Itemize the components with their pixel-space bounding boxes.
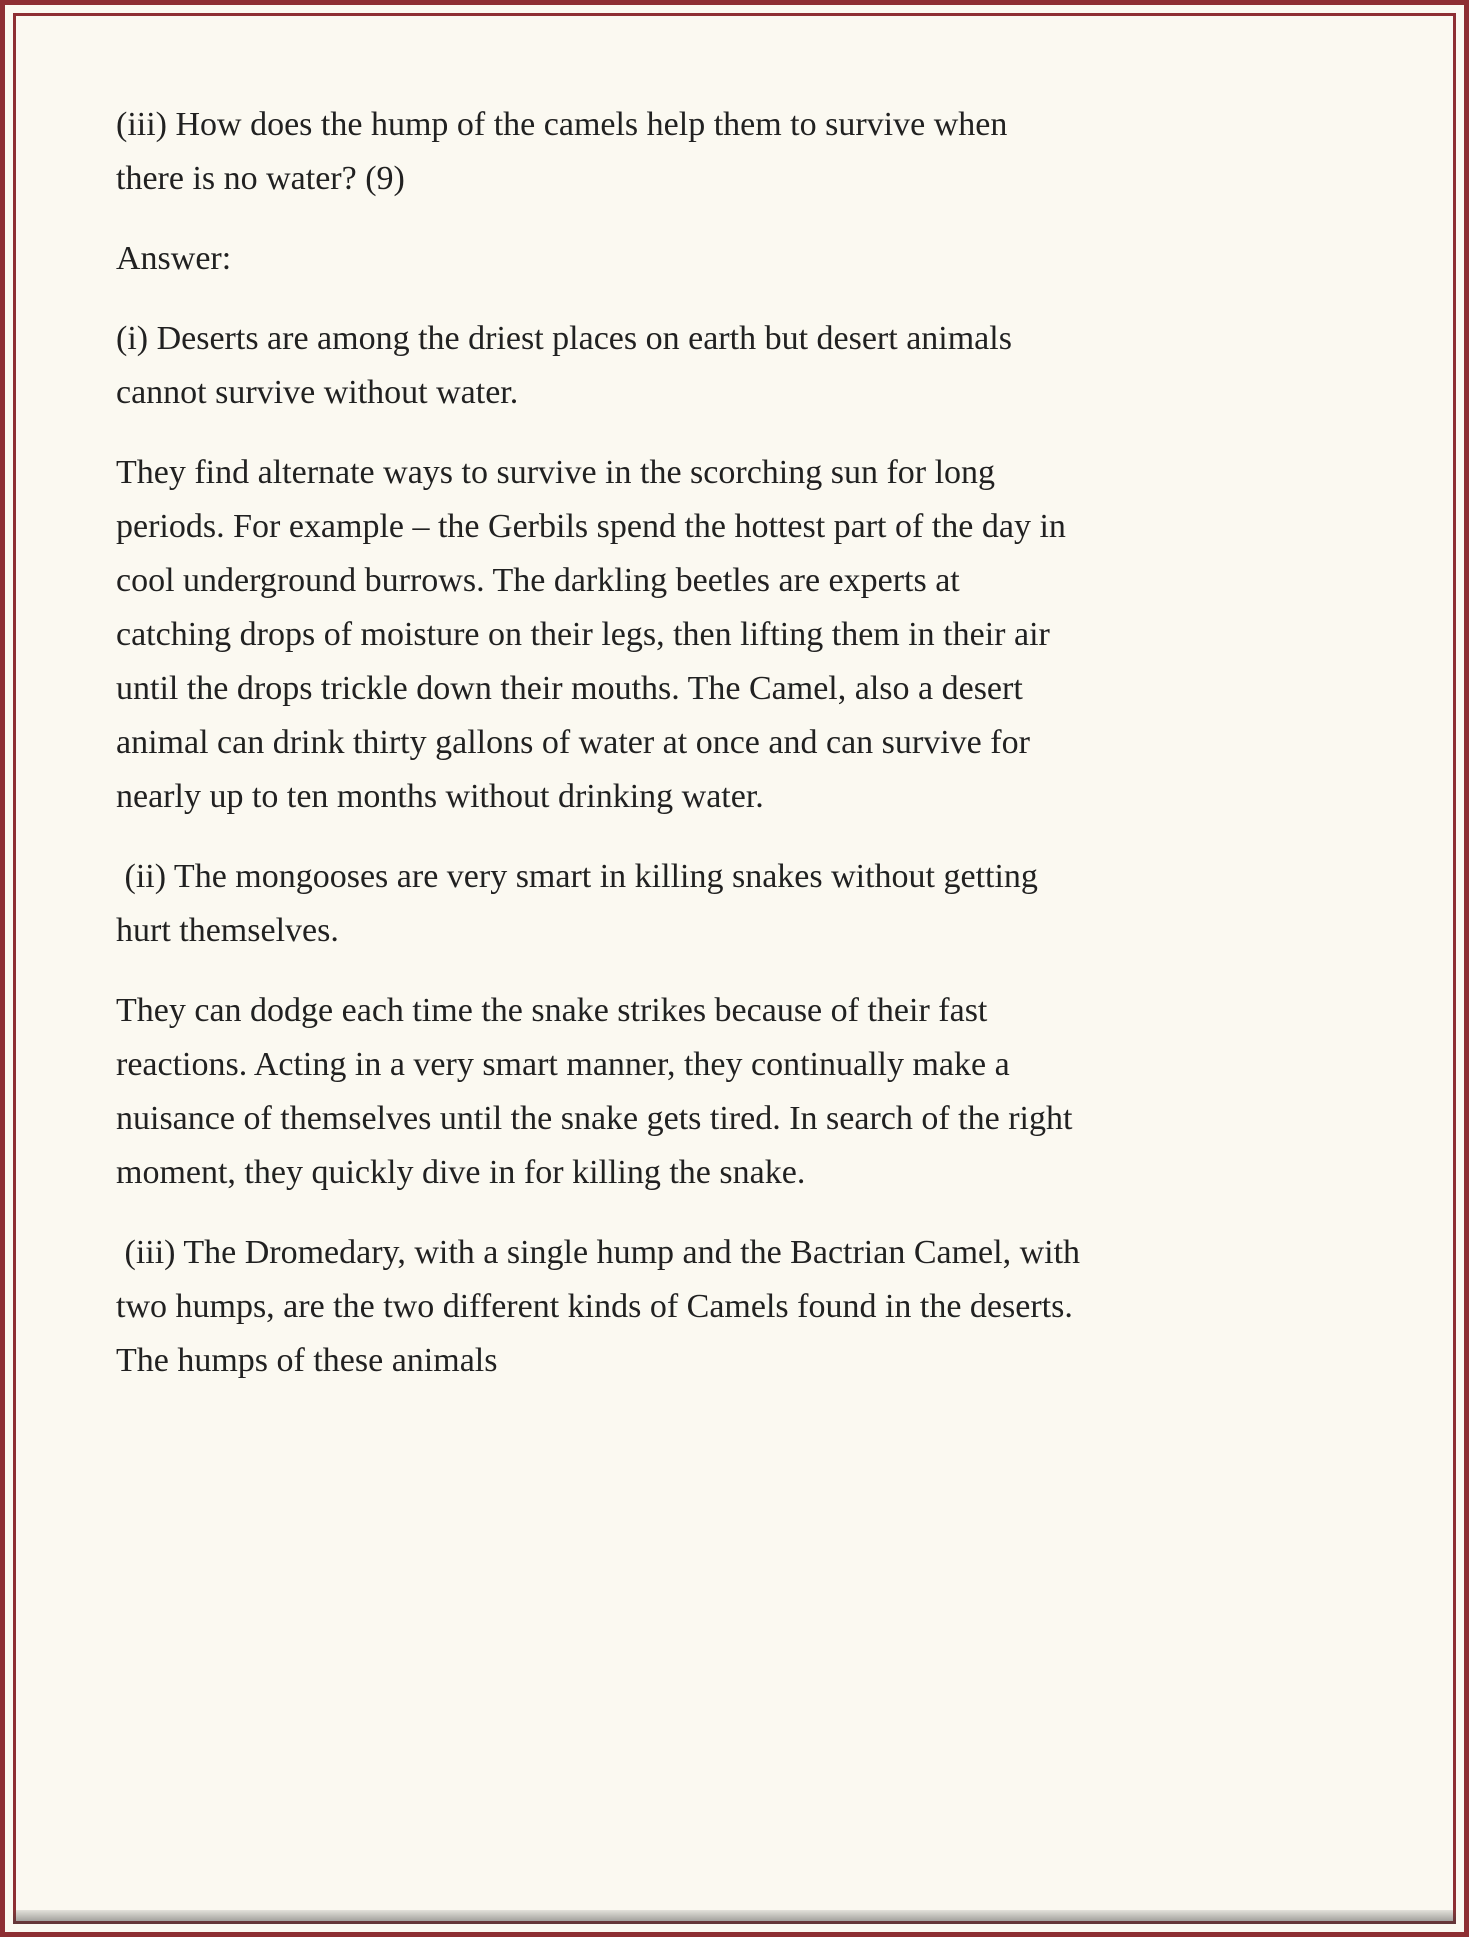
page-frame-inner	[13, 13, 1456, 1924]
document-body	[116, 98, 1089, 1388]
answer-paragraph: They find alternate ways to survive in the scorching sun for long periods. For example – the Gerbils spend the hottest part of the day in cool underground burrows. The darkling beetles are experts at catching drops of moisture on their legs, then lifting them in their air until the drops trickle down their mouths. The Camel, also a desert animal can drink thirty gallons of water at once and can survive for nearly up to ten months without drinking water.	[116, 454, 1075, 815]
answer-paragraph: (i) Deserts are among the driest places on earth but desert animals cannot survive without water.	[116, 320, 1021, 411]
question-text: (iii) How does the hump of the camels help them to survive when there is no water? (9)	[116, 106, 1016, 197]
answer-paragraph: They can dodge each time the snake strikes because of their fast reactions. Acting in a very smart manner, they continually make a nuisance of themselves until the snake gets tired. In search of the right moment, they quickly dive in for killing the snake.	[116, 992, 1081, 1191]
answer-paragraph: (ii) The mongooses are very smart in killing snakes without getting hurt themselves.	[116, 858, 1047, 949]
answer-label: Answer:	[116, 240, 232, 277]
answer-paragraph: (iii) The Dromedary, with a single hump and the Bactrian Camel, with two humps, are the two different kinds of Camels found in the deserts. The humps of these animals	[116, 1234, 1089, 1379]
